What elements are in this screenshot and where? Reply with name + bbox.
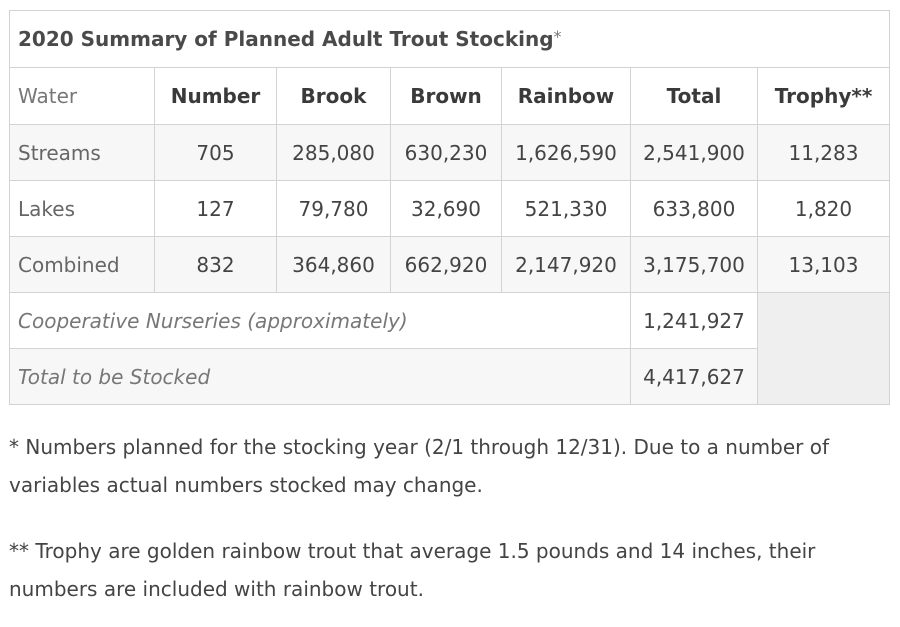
- cell-trophy: 1,820: [758, 181, 890, 237]
- cell-trophy: 13,103: [758, 237, 890, 293]
- cell-number: 705: [155, 125, 277, 181]
- cell-empty: [758, 293, 890, 405]
- header-brook: Brook: [277, 68, 391, 125]
- table-title-text: 2020 Summary of Planned Adult Trout Stocking: [18, 27, 554, 51]
- header-water: Water: [10, 68, 155, 125]
- cell-summary-label: Cooperative Nurseries (approximately): [10, 293, 631, 349]
- cell-brown: 32,690: [391, 181, 502, 237]
- cell-brook: 285,080: [277, 125, 391, 181]
- footnotes: [9, 428, 889, 608]
- cell-total: 633,800: [631, 181, 758, 237]
- table-header-row: [10, 68, 890, 125]
- cell-trophy: 11,283: [758, 125, 890, 181]
- cell-brook: 79,780: [277, 181, 391, 237]
- header-total: Total: [631, 68, 758, 125]
- table-caption-row: [10, 11, 890, 68]
- footnote-single-star: * Numbers planned for the stocking year (2/1 through 12/31). Due to a number of variables actual numbers stocked may change.: [9, 435, 829, 497]
- cell-total: 2,541,900: [631, 125, 758, 181]
- table-title-footnote-marker: *: [553, 27, 562, 46]
- cell-summary-label: Total to be Stocked: [10, 349, 631, 405]
- cell-number: 127: [155, 181, 277, 237]
- cell-water: Lakes: [10, 181, 155, 237]
- header-number: Number: [155, 68, 277, 125]
- cell-number: 832: [155, 237, 277, 293]
- cell-total: 3,175,700: [631, 237, 758, 293]
- table-row-cooperative-nurseries: [10, 293, 890, 349]
- cell-water: Combined: [10, 237, 155, 293]
- header-brown: Brown: [391, 68, 502, 125]
- stocking-summary-table-wrapper: [9, 10, 889, 405]
- table-title: [10, 11, 890, 68]
- cell-rainbow: 521,330: [502, 181, 631, 237]
- cell-brook: 364,860: [277, 237, 391, 293]
- cell-summary-total: 4,417,627: [631, 349, 758, 405]
- cell-rainbow: 1,626,590: [502, 125, 631, 181]
- header-rainbow: Rainbow: [502, 68, 631, 125]
- cell-brown: 662,920: [391, 237, 502, 293]
- cell-summary-total: 1,241,927: [631, 293, 758, 349]
- table-row-streams: [10, 125, 890, 181]
- cell-rainbow: 2,147,920: [502, 237, 631, 293]
- header-trophy: Trophy**: [758, 68, 890, 125]
- footnote-double-star: ** Trophy are golden rainbow trout that average 1.5 pounds and 14 inches, their numbers are included with rainbow trout.: [9, 539, 816, 601]
- cell-brown: 630,230: [391, 125, 502, 181]
- table-row-combined: [10, 237, 890, 293]
- table-row-lakes: [10, 181, 890, 237]
- stocking-summary-table: [9, 10, 890, 405]
- cell-water: Streams: [10, 125, 155, 181]
